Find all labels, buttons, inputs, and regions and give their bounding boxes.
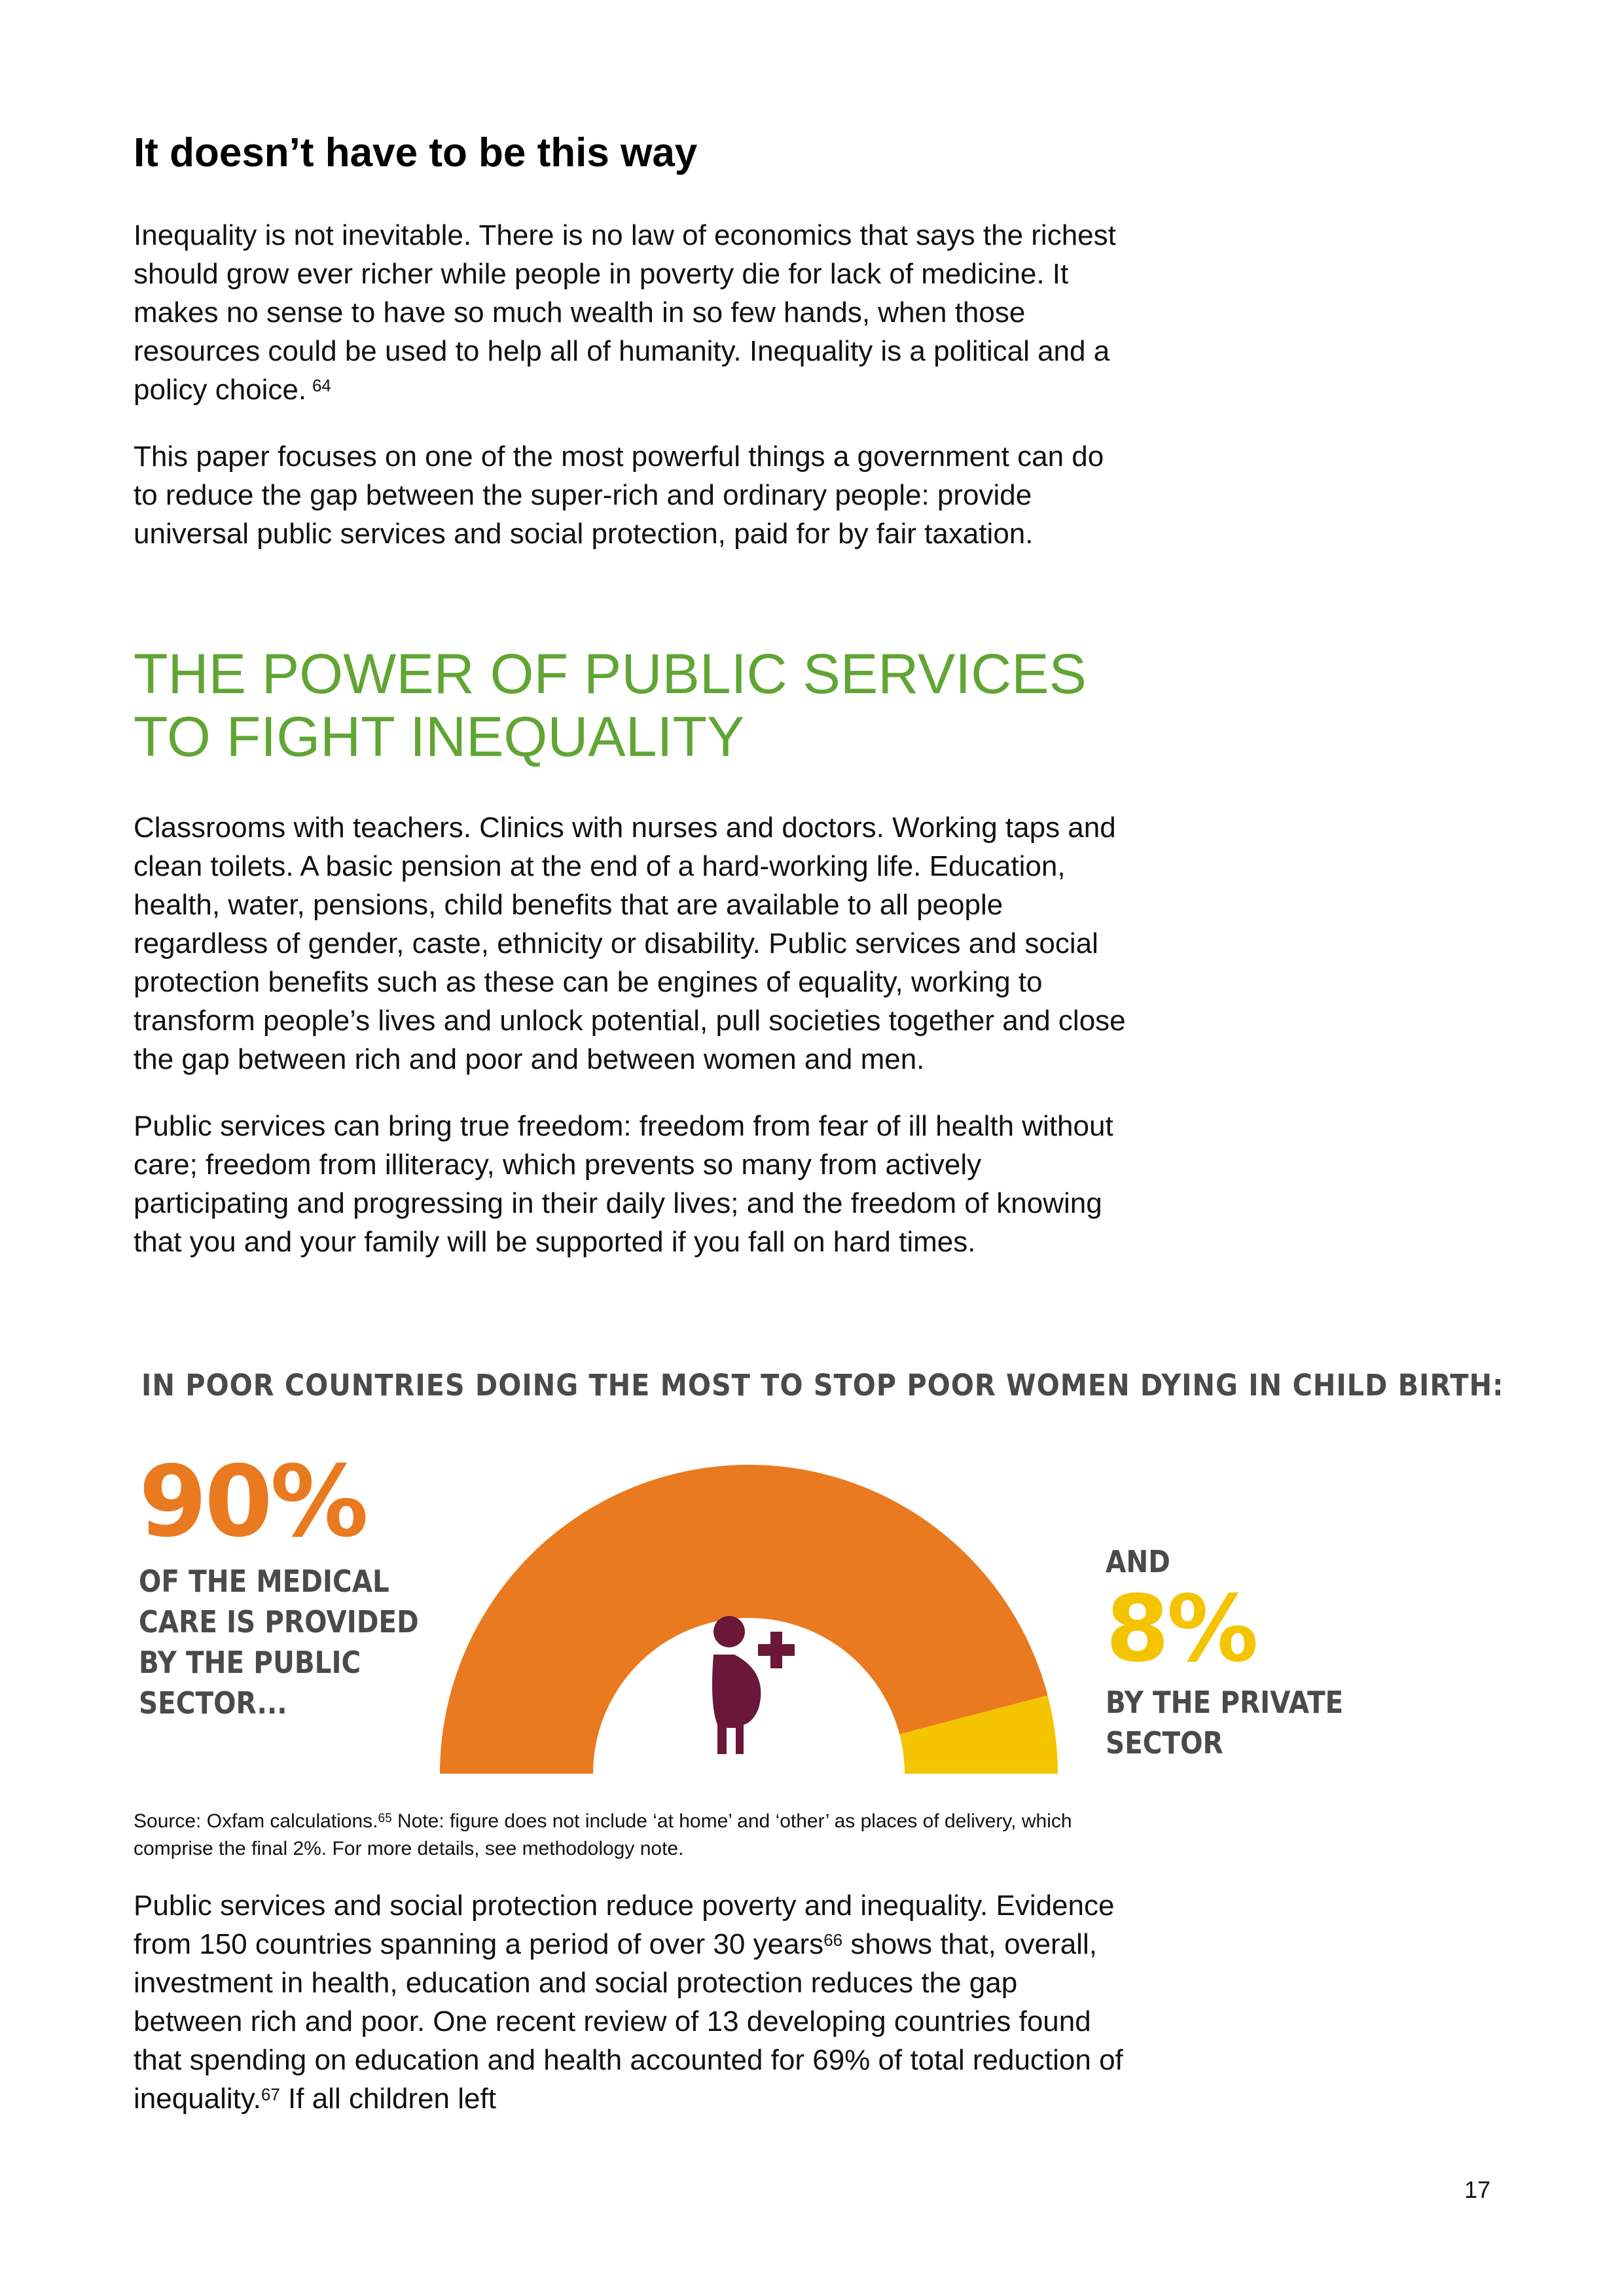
source-note-prefix: Source: Oxfam calculations. bbox=[134, 1810, 378, 1832]
footnote-ref-66[interactable]: 66 bbox=[823, 1930, 843, 1950]
intro-paragraph-2: This paper focuses on one of the most powerful things a government can do to reduce the gap between the super-rich and ordinary people: provide universal public services and social protection, paid for by fair taxation. bbox=[134, 440, 1104, 550]
intro-paragraph-1-text: Inequality is not inevitable. There is no law of economics that says the richest should grow ever richer while people in poverty die for lack of medicine. It makes no sense to have so much wealth in so few hands, when those resources could be used to help all of humanity. Inequality is a political and a policy choice. bbox=[134, 219, 1116, 406]
closing-section bbox=[134, 1886, 1128, 2118]
section-body bbox=[134, 808, 1128, 1261]
closing-paragraph bbox=[134, 1886, 1128, 2118]
footnote-ref-64[interactable]: 64 bbox=[312, 376, 331, 395]
page-number: 17 bbox=[1464, 2176, 1490, 2203]
section-heading bbox=[134, 643, 1246, 768]
source-note bbox=[134, 1808, 1128, 1863]
public-caption-line-2: CARE IS PROVIDED bbox=[139, 1604, 419, 1640]
subheading: It doesn’t have to be this way bbox=[134, 130, 698, 175]
public-caption bbox=[139, 1561, 439, 1723]
private-caption-line-2: SECTOR bbox=[1106, 1725, 1223, 1761]
section-paragraph-2: Public services can bring true freedom: freedom from fear of ill health without care; freedom from illiteracy, which prevents so many from actively participating and progressing in their daily lives; and the freedom of knowing that you and your family will be supported if you fall on hard times. bbox=[134, 1110, 1113, 1258]
private-percentage: 8% bbox=[1106, 1576, 1256, 1683]
closing-paragraph-part-2: shows that, overall, investment in health, education and social protection reduces the gap between rich and poor. One recent review of 13 developing countries found that spending on education and health accounted for 69% of total reduction of inequality. bbox=[134, 1928, 1123, 2115]
source-note-text: Note: figure does not include ‘at home’ and ‘other’ as places of delivery, which comprise the final 2%. For more details, see methodology note. bbox=[134, 1810, 1072, 1859]
public-caption-line-4: SECTOR... bbox=[139, 1685, 287, 1721]
maternal-care-infographic bbox=[134, 1368, 1504, 1787]
section-heading-line-1: THE POWER OF PUBLIC SERVICES bbox=[134, 643, 1087, 706]
footnote-ref-65[interactable]: 65 bbox=[378, 1812, 392, 1825]
private-caption bbox=[1106, 1682, 1405, 1763]
public-caption-line-1: OF THE MEDICAL bbox=[139, 1564, 389, 1599]
intro-section bbox=[134, 216, 1128, 553]
public-caption-line-3: BY THE PUBLIC bbox=[139, 1645, 361, 1680]
private-caption-line-1: BY THE PRIVATE bbox=[1106, 1685, 1344, 1720]
closing-paragraph-part-1: Public services and social protection reduce poverty and inequality. Evidence from 150 countries spanning a period of over 30 years bbox=[134, 1890, 1115, 1960]
footnote-ref-67[interactable]: 67 bbox=[261, 2085, 280, 2104]
infographic-title: IN POOR COUNTRIES DOING THE MOST TO STOP POOR WOMEN DYING IN CHILD BIRTH: bbox=[141, 1368, 1504, 1403]
and-label: AND bbox=[1106, 1544, 1170, 1579]
section-heading-line-2: TO FIGHT INEQUALITY bbox=[134, 706, 745, 768]
pregnant-woman-medical-cross-icon bbox=[712, 1616, 795, 1754]
semicircle-gauge bbox=[422, 1446, 1076, 1780]
section-paragraph-1: Classrooms with teachers. Clinics with nurses and doctors. Working taps and clean toilets. A basic pension at the end of a hard-working life. Education, health, water, pensions, child benefits that are available to all people regardless of gender, caste, ethnicity or disability. Public services and social protection benefits such as these can be engines of equality, working to transform people’s lives and unlock potential, pull societies together and close the gap between rich and poor and between women and men. bbox=[134, 812, 1126, 1075]
public-percentage: 90% bbox=[139, 1445, 367, 1559]
intro-paragraph-1 bbox=[134, 216, 1128, 409]
closing-paragraph-part-3: If all children left bbox=[280, 2083, 496, 2115]
